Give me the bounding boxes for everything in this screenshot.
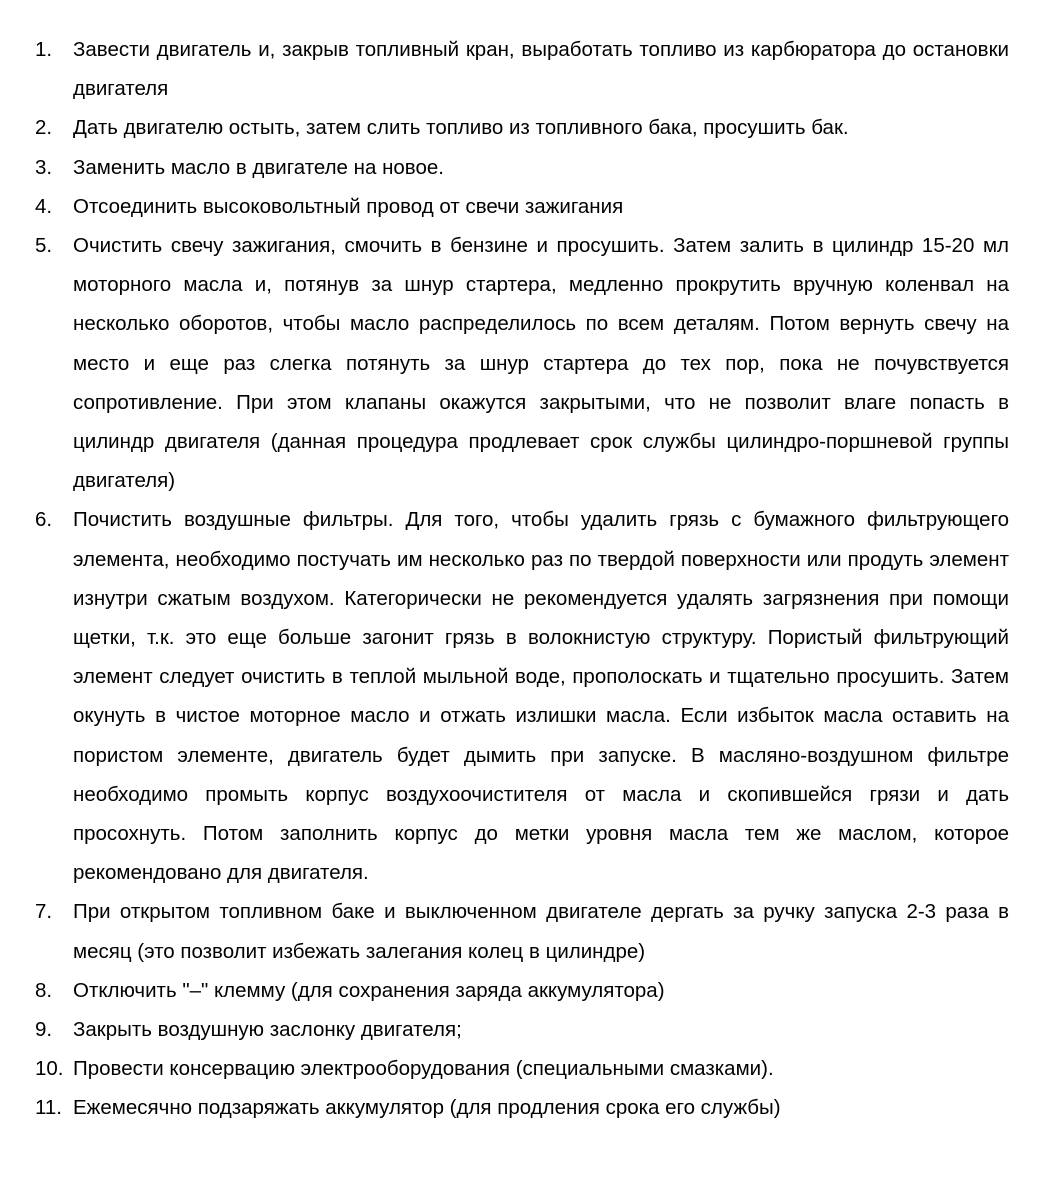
item-text: Дать двигателю остыть, затем слить топливо из топливного бака, просушить бак. — [73, 116, 849, 140]
item-number: 9. — [35, 1018, 53, 1042]
list-item — [35, 187, 1009, 226]
item-number: 8. — [35, 978, 53, 1002]
list-item — [35, 971, 1009, 1010]
list-item — [35, 30, 1009, 108]
item-number: 7. — [35, 900, 53, 924]
item-number: 11. — [35, 1096, 62, 1120]
item-number: 5. — [35, 234, 53, 258]
item-number: 3. — [35, 155, 53, 179]
item-text: При открытом топливном баке и выключенном двигателе дергать за ручку запуска 2-3 раза в месяц (это позволит избежать залегания колец в цилиндре) — [73, 900, 1009, 963]
item-number: 1. — [35, 38, 53, 61]
list-item — [35, 148, 1009, 187]
item-number: 2. — [35, 116, 53, 140]
list-item — [35, 1088, 1009, 1127]
item-text: Почистить воздушные фильтры. Для того, чтобы удалить грязь с бумажного фильтрующего элемента, необходимо постучать им несколько раз по твердой поверхности или продуть элемент изнутри сжатым воздухом. Категорически не рекомендуется удалять загрязнения при помощи щетки, т.к. это еще больше загонит грязь в волокнистую структуру. Пористый фильтрующий элемент следует очистить в теплой мыльной воде, прополоскать и тщательно просушить. Затем окунуть в чистое моторное масло и отжать излишки масла. Если избыток масла оставить на пористом элементе, двигатель будет дымить при запуске. В масляно-воздушном фильтре необходимо промыть корпус воздухоочистителя от масла и скопившейся грязи и дать просохнуть. Потом заполнить корпус до метки уровня масла тем же маслом, которое рекомендовано для двигателя. — [73, 508, 1009, 885]
item-text: Отключить "–" клемму (для сохранения заряда аккумулятора) — [73, 978, 665, 1002]
item-text: Заменить масло в двигателе на новое. — [73, 155, 444, 179]
list-item — [35, 1010, 1009, 1049]
instruction-list — [35, 30, 1009, 1128]
item-text: Закрыть воздушную заслонку двигателя; — [73, 1018, 462, 1042]
item-text: Отсоединить высоковольтный провод от свечи зажигания — [73, 194, 624, 218]
item-text: Завести двигатель и, закрыв топливный кран, выработать топливо из карбюратора до остановки двигателя — [73, 38, 1009, 101]
list-item — [35, 1049, 1009, 1088]
item-text: Ежемесячно подзаряжать аккумулятор (для продления срока его службы) — [73, 1096, 781, 1120]
item-number: 6. — [35, 508, 53, 532]
list-item — [35, 500, 1009, 892]
list-item — [35, 226, 1009, 500]
list-item — [35, 108, 1009, 147]
item-number: 4. — [35, 194, 53, 218]
item-text: Провести консервацию электрооборудования (специальными смазками). — [73, 1057, 774, 1081]
item-number: 10. — [35, 1057, 64, 1081]
item-text: Очистить свечу зажигания, смочить в бензине и просушить. Затем залить в цилиндр 15-20 мл моторного масла и, потянув за шнур стартера, медленно прокрутить вручную коленвал на несколько оборотов, чтобы масло распределилось по всем деталям. Потом вернуть свечу на место и еще раз слегка потянуть за шнур стартера до тех пор, пока не почувствуется сопротивление. При этом клапаны окажутся закрытыми, что не позволит влаге попасть в цилиндр двигателя (данная процедура продлевает срок службы цилиндро-поршневой группы двигателя) — [73, 234, 1009, 493]
list-item — [35, 892, 1009, 970]
